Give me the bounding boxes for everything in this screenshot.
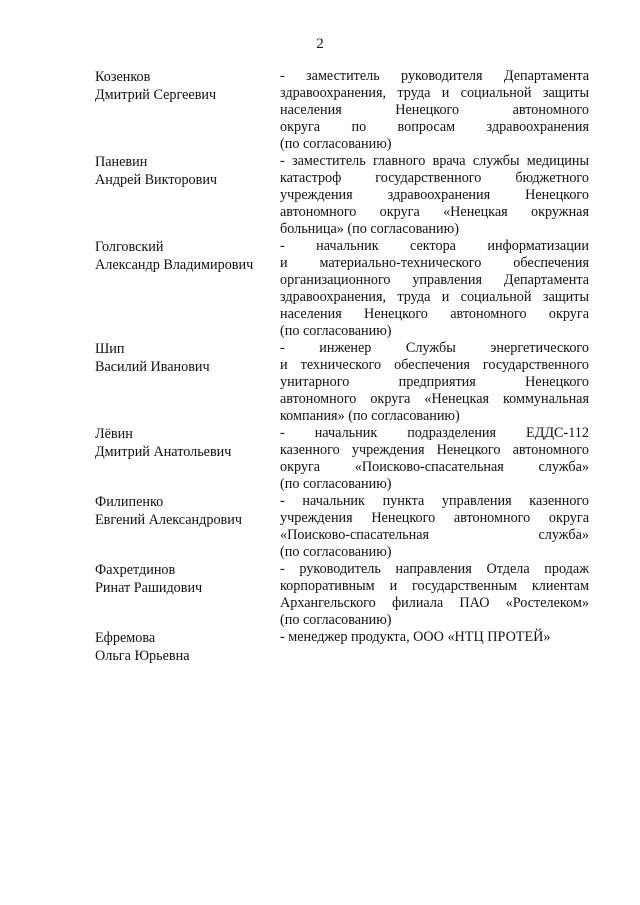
member-surname: Лёвин — [95, 426, 133, 442]
member-given-names: Ольга Юрьевна — [95, 648, 190, 664]
member-entry — [95, 340, 591, 425]
member-role-line: и технического обеспечения государственного — [280, 357, 589, 373]
member-name — [95, 340, 280, 425]
member-given-names: Дмитрий Анатольевич — [95, 444, 232, 460]
member-role-line: (по согласованию) — [280, 136, 392, 152]
member-name — [95, 629, 280, 665]
member-surname: Паневин — [95, 154, 148, 170]
member-role-line: автономного округа «Ненецкая окружная — [280, 204, 589, 220]
page-number: 2 — [316, 36, 324, 52]
member-surname: Шип — [95, 341, 125, 357]
member-entry — [95, 629, 591, 665]
member-role-line: - начальник пункта управления казенного — [280, 493, 589, 509]
member-role-line: - инженер Службы энергетического — [280, 340, 589, 356]
member-role-line: учреждения Ненецкого автономного округа — [280, 510, 589, 526]
member-role-line: (по согласованию) — [280, 323, 392, 339]
member-role-line: населения Ненецкого автономного округа — [280, 306, 589, 322]
member-surname: Ефремова — [95, 630, 156, 646]
member-surname: Голговский — [95, 239, 164, 255]
member-role-line: - начальник сектора информатизации — [280, 238, 589, 254]
member-role-line: казенного учреждения Ненецкого автономного — [280, 442, 589, 458]
member-role-line: унитарного предприятия Ненецкого — [280, 374, 589, 390]
member-name — [95, 153, 280, 238]
member-entry — [95, 425, 591, 493]
member-role-line: - начальник подразделения ЕДДС-112 — [280, 425, 589, 441]
member-entry — [95, 493, 591, 561]
member-role-line: округа по вопросам здравоохранения — [280, 119, 589, 135]
member-role-line: автономного округа «Ненецкая коммунальная — [280, 391, 589, 407]
member-role-line: учреждения здравоохранения Ненецкого — [280, 187, 589, 203]
member-surname: Фахретдинов — [95, 562, 176, 578]
member-name — [95, 238, 280, 340]
member-role-line: - заместитель руководителя Департамента — [280, 68, 589, 84]
member-role-line: и материально-технического обеспечения — [280, 255, 589, 271]
member-entry — [95, 238, 591, 340]
member-role — [280, 153, 589, 238]
member-role — [280, 340, 589, 425]
member-role-line: Архангельского филиала ПАО «Ростелеком» — [280, 595, 589, 611]
member-role-line: округа «Поисково-спасательная служба» — [280, 459, 589, 475]
member-role-line: (по согласованию) — [280, 476, 392, 492]
member-role — [280, 425, 589, 493]
member-role-line: здравоохранения, труда и социальной защиты — [280, 85, 589, 101]
member-role-line: катастроф государственного бюджетного — [280, 170, 589, 186]
member-role-line: «Поисково-спасательная служба» — [280, 527, 589, 543]
member-given-names: Ринат Рашидович — [95, 580, 203, 596]
member-name — [95, 561, 280, 629]
member-role-line: - заместитель главного врача службы медицины — [280, 153, 589, 169]
member-name — [95, 68, 280, 153]
member-role — [280, 68, 589, 153]
member-role — [280, 238, 589, 340]
member-role-line: - менеджер продукта, ООО «НТЦ ПРОТЕЙ» — [280, 629, 551, 645]
member-role-line: корпоративным и государственным клиентам — [280, 578, 589, 594]
member-role-line: населения Ненецкого автономного — [280, 102, 589, 118]
member-given-names: Дмитрий Сергеевич — [95, 87, 217, 103]
member-given-names: Андрей Викторович — [95, 172, 218, 188]
member-name — [95, 425, 280, 493]
member-role-line: здравоохранения, труда и социальной защиты — [280, 289, 589, 305]
member-role — [280, 561, 589, 629]
member-role-line: (по согласованию) — [280, 612, 392, 628]
member-role-line: больница» (по согласованию) — [280, 221, 459, 237]
member-given-names: Евгений Александрович — [95, 512, 242, 528]
member-entry — [95, 68, 591, 153]
member-role-line: организационного управления Департамента — [280, 272, 589, 288]
member-entry — [95, 153, 591, 238]
member-role — [280, 493, 589, 561]
member-name — [95, 493, 280, 561]
member-role-line: компания» (по согласованию) — [280, 408, 460, 424]
member-role-line: (по согласованию) — [280, 544, 392, 560]
member-role-line: - руководитель направления Отдела продаж — [280, 561, 589, 577]
member-given-names: Александр Владимирович — [95, 257, 254, 273]
member-given-names: Василий Иванович — [95, 359, 210, 375]
member-surname: Козенков — [95, 69, 151, 85]
member-entry — [95, 561, 591, 629]
member-role — [280, 629, 589, 665]
members-list — [95, 68, 591, 665]
member-surname: Филипенко — [95, 494, 164, 510]
